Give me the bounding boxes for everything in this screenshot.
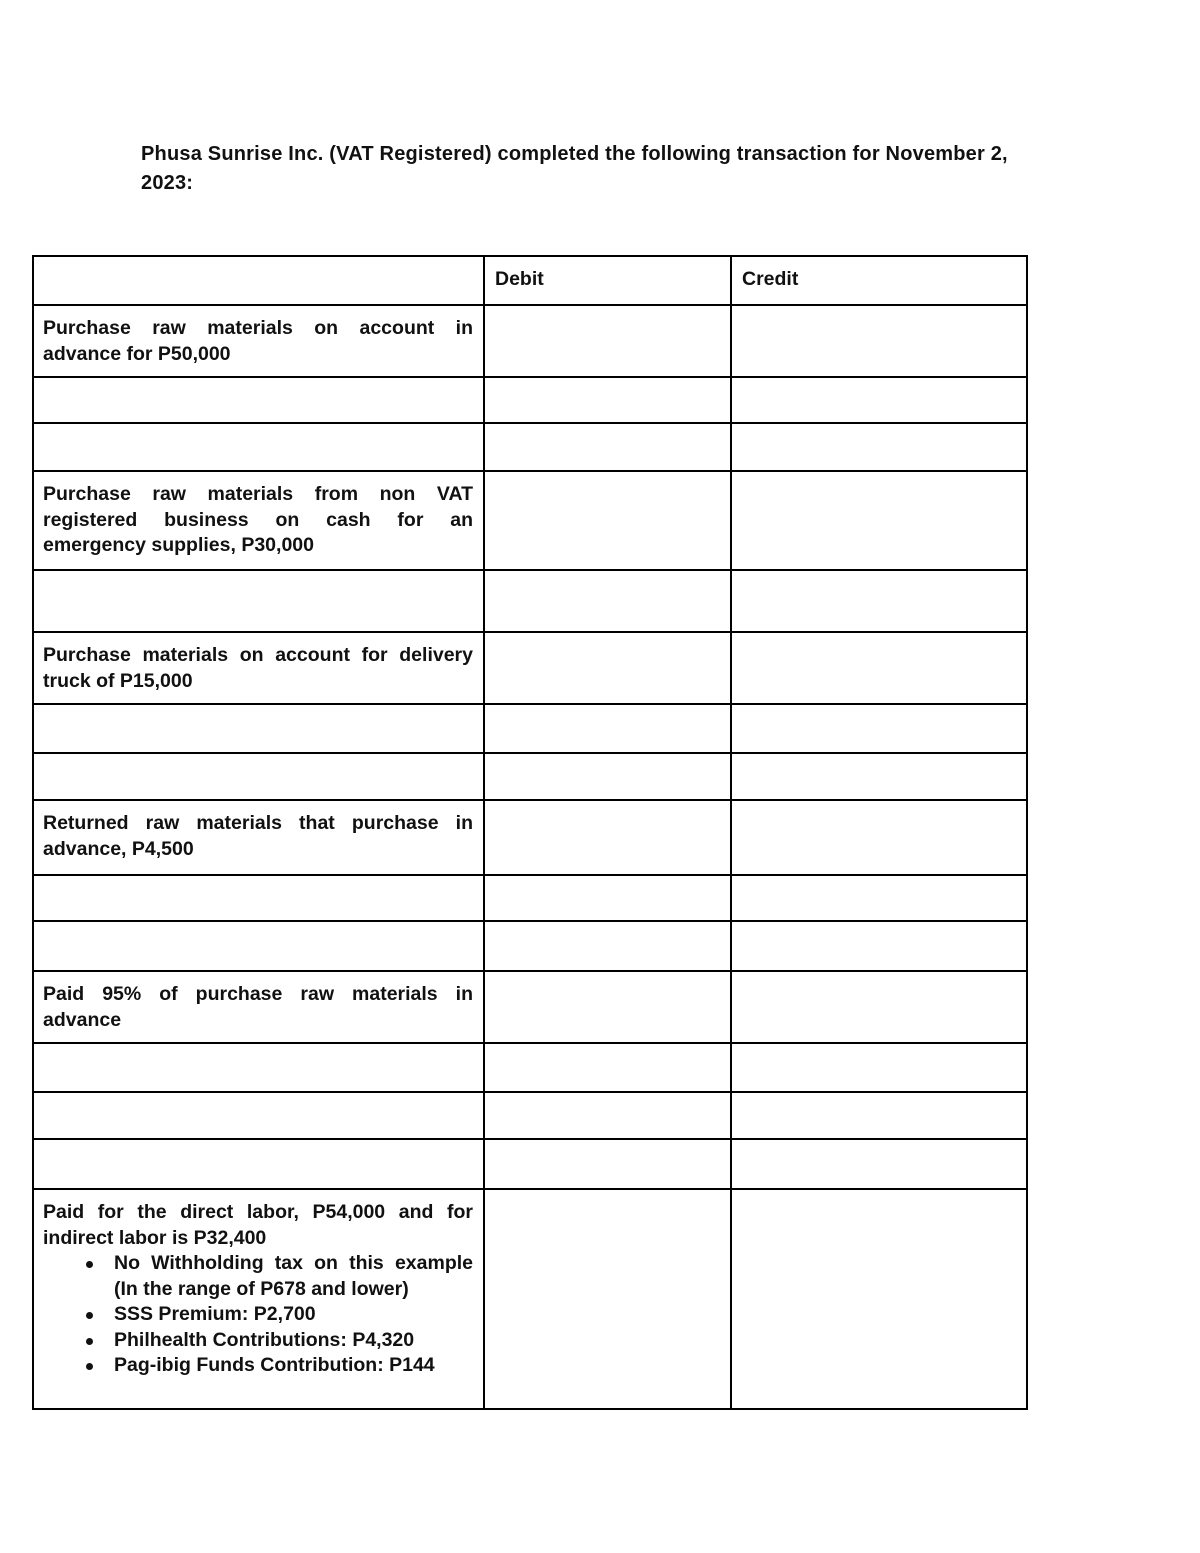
credit-cell[interactable]: [731, 1043, 1027, 1092]
credit-cell[interactable]: [731, 1189, 1027, 1409]
debit-cell[interactable]: [484, 471, 731, 570]
credit-cell[interactable]: [731, 305, 1027, 377]
credit-cell[interactable]: [731, 704, 1027, 753]
debit-cell[interactable]: [484, 1092, 731, 1139]
credit-cell[interactable]: [731, 471, 1027, 570]
account-cell[interactable]: [33, 1043, 484, 1092]
transaction-description: Returned raw materials that purchase in advance, P4,500: [33, 800, 484, 875]
entry-row: [33, 1139, 1027, 1189]
note-item: Pag-ibig Funds Contribution: P144: [114, 1353, 473, 1379]
debit-cell[interactable]: [484, 971, 731, 1043]
transaction-description: Purchase raw materials on account in advance for P50,000: [33, 305, 484, 377]
transaction-row: [33, 800, 1027, 875]
transaction-description: [33, 1189, 484, 1409]
note-item: No Withholding tax on this example (In the range of P678 and lower): [114, 1251, 473, 1302]
transaction-row: [33, 305, 1027, 377]
transaction-description: Purchase raw materials from non VAT registered business on cash for an emergency supplies, P30,000: [33, 471, 484, 570]
transaction-description: Purchase materials on account for delivery truck of P15,000: [33, 632, 484, 704]
debit-cell[interactable]: [484, 1043, 731, 1092]
account-cell[interactable]: [33, 753, 484, 800]
transaction-row: [33, 971, 1027, 1043]
account-cell[interactable]: [33, 377, 484, 423]
debit-cell[interactable]: [484, 423, 731, 471]
entry-row: [33, 377, 1027, 423]
journal-entry-table: [32, 255, 1028, 1410]
account-cell[interactable]: [33, 921, 484, 971]
intro-line-2: 2023:: [141, 172, 194, 194]
credit-cell[interactable]: [731, 1139, 1027, 1189]
entry-row: [33, 753, 1027, 800]
transaction-description: Paid 95% of purchase raw materials in advance: [33, 971, 484, 1043]
entry-row: [33, 570, 1027, 632]
account-cell[interactable]: [33, 423, 484, 471]
debit-cell[interactable]: [484, 753, 731, 800]
transaction-row: [33, 471, 1027, 570]
debit-cell[interactable]: [484, 800, 731, 875]
credit-cell[interactable]: [731, 753, 1027, 800]
account-cell[interactable]: [33, 1139, 484, 1189]
transaction-row: [33, 1189, 1027, 1409]
debit-cell[interactable]: [484, 1139, 731, 1189]
debit-cell[interactable]: [484, 632, 731, 704]
entry-row: [33, 1043, 1027, 1092]
header-row: [33, 256, 1027, 305]
account-cell[interactable]: [33, 570, 484, 632]
credit-cell[interactable]: [731, 377, 1027, 423]
note-item: Philhealth Contributions: P4,320: [114, 1328, 473, 1354]
payroll-notes-list: [43, 1251, 473, 1379]
credit-cell[interactable]: [731, 921, 1027, 971]
debit-cell[interactable]: [484, 377, 731, 423]
credit-cell[interactable]: [731, 1092, 1027, 1139]
transaction-text: Paid for the direct labor, P54,000 and for indirect labor is P32,400: [43, 1201, 473, 1249]
debit-cell[interactable]: [484, 570, 731, 632]
credit-cell[interactable]: [731, 423, 1027, 471]
account-cell[interactable]: [33, 704, 484, 753]
note-item: SSS Premium: P2,700: [114, 1302, 473, 1328]
entry-row: [33, 1092, 1027, 1139]
credit-cell[interactable]: [731, 875, 1027, 921]
debit-cell[interactable]: [484, 875, 731, 921]
debit-cell[interactable]: [484, 1189, 731, 1409]
entry-row: [33, 423, 1027, 471]
intro-line-1: Phusa Sunrise Inc. (VAT Registered) completed the following transaction for November 2,: [141, 143, 1008, 165]
debit-cell[interactable]: [484, 704, 731, 753]
entry-row: [33, 704, 1027, 753]
account-cell[interactable]: [33, 875, 484, 921]
debit-cell[interactable]: [484, 921, 731, 971]
credit-cell[interactable]: [731, 971, 1027, 1043]
credit-cell[interactable]: [731, 800, 1027, 875]
credit-cell[interactable]: [731, 632, 1027, 704]
credit-cell[interactable]: [731, 570, 1027, 632]
debit-cell[interactable]: [484, 305, 731, 377]
header-credit: Credit: [731, 256, 1027, 305]
header-description: [33, 256, 484, 305]
entry-row: [33, 921, 1027, 971]
transaction-row: [33, 632, 1027, 704]
intro-paragraph: [141, 140, 1071, 198]
entry-row: [33, 875, 1027, 921]
header-debit: Debit: [484, 256, 731, 305]
account-cell[interactable]: [33, 1092, 484, 1139]
